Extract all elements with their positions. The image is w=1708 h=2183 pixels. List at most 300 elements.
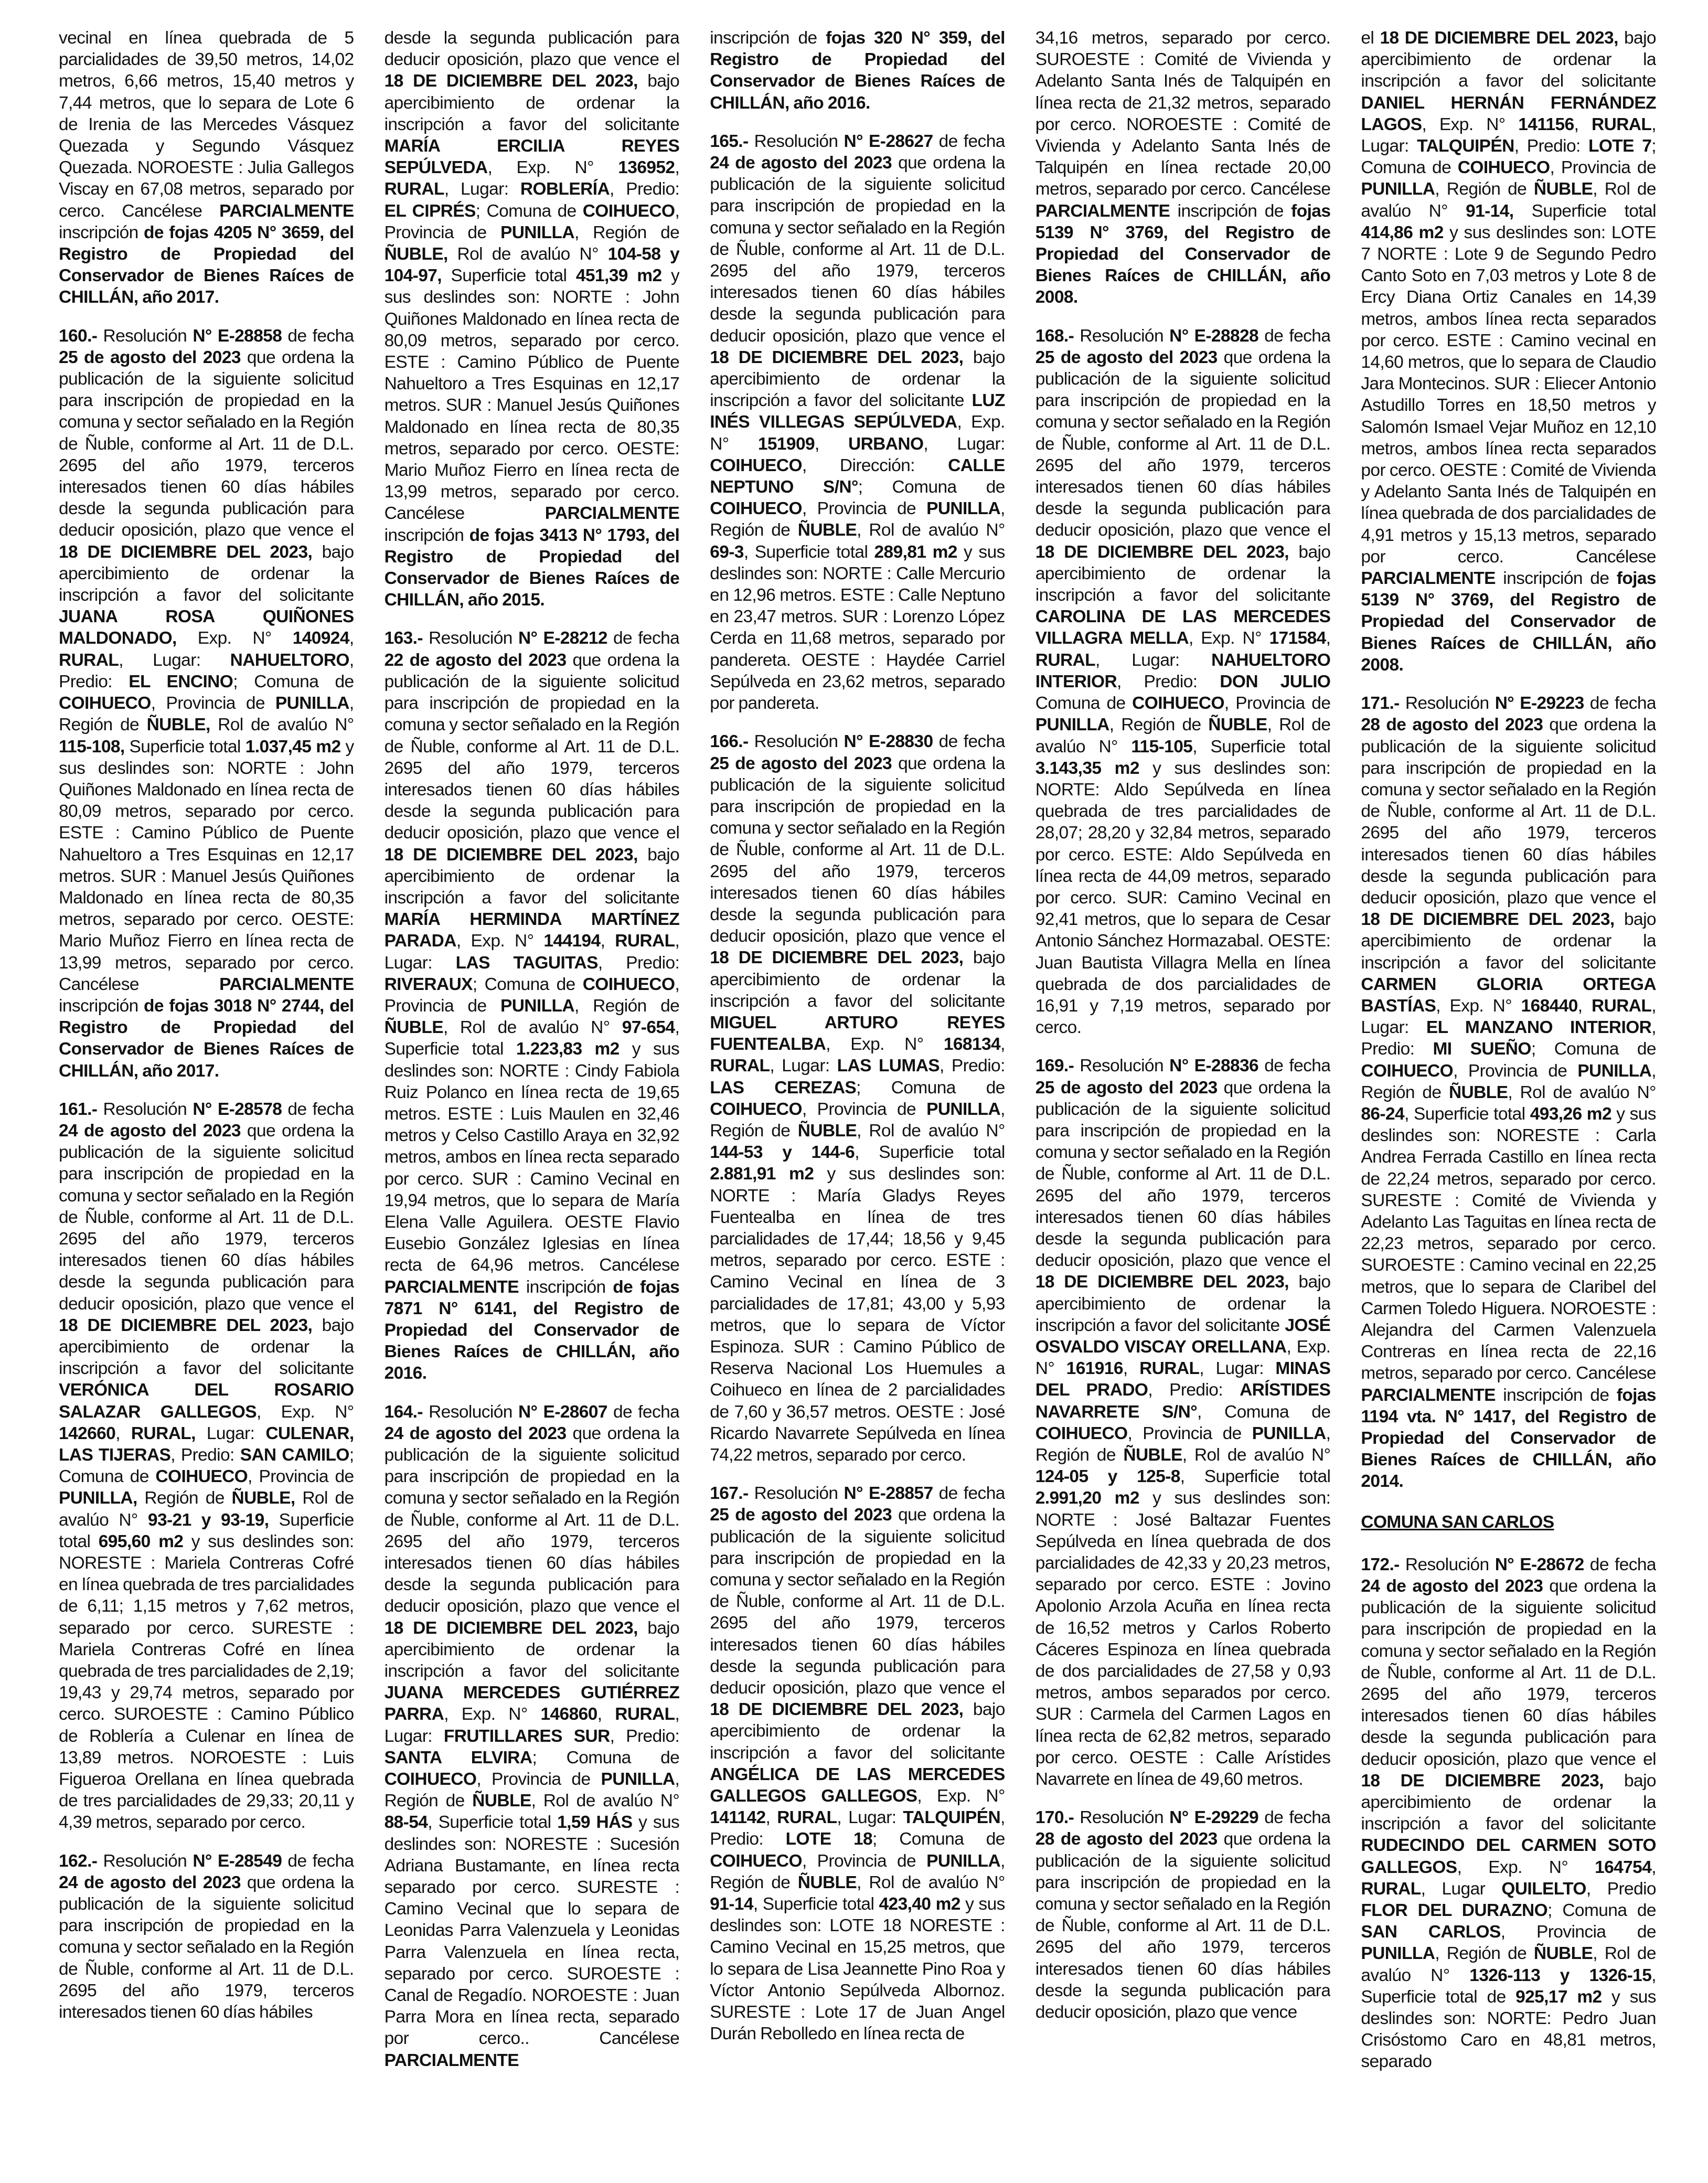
text-run: , Región de: [710, 499, 1005, 540]
text-run: ; Comuna de: [872, 1829, 1005, 1849]
text-run: , Lugar:: [837, 1808, 903, 1828]
bold-text: EL MANZANO INTERIOR: [1426, 1018, 1652, 1038]
text-run: , Región de: [1361, 1061, 1656, 1102]
bold-text: JUANA ROSA QUIÑONES MALDONADO,: [59, 607, 354, 648]
bold-text: EL ENCINO: [129, 672, 233, 691]
bold-text: 69-3: [710, 542, 744, 562]
notice-paragraph: [710, 131, 1005, 714]
text-run: , Lugar:: [444, 179, 520, 199]
notice-paragraph: [710, 731, 1005, 1466]
bold-text: 25 de agosto del 2023: [710, 1505, 892, 1525]
bold-text: 91-14: [710, 1894, 753, 1914]
text-run: de fecha: [282, 1851, 354, 1871]
bold-text: N° E-28549: [193, 1851, 282, 1871]
text-run: de fecha: [282, 1099, 354, 1119]
bold-text: PARCIALMENTE: [1361, 1385, 1496, 1405]
text-run: inscripción de: [1495, 1385, 1617, 1405]
bold-text: N° E-28578: [193, 1099, 282, 1119]
bold-text: PARCIALMENTE: [1361, 569, 1496, 589]
bold-text: LOTE 18: [785, 1829, 873, 1849]
bold-text: CALLE NEPTUNO S/N°: [710, 455, 1005, 497]
bold-text: 151909: [757, 434, 815, 454]
bold-text: RURAL: [1139, 1359, 1200, 1379]
text-run: , Lugar: [1421, 1879, 1502, 1899]
bold-text: JOSÉ OSVALDO VISCAY ORELLANA: [1035, 1315, 1331, 1357]
bold-text: 423,40 m2: [879, 1894, 960, 1914]
text-run: , Lugar:: [1095, 650, 1212, 670]
text-run: inscripción: [59, 996, 144, 1016]
text-run: , Predio:: [59, 650, 354, 691]
text-run: bajo apercibimiento de ordenar la inscripción a favor del solicitante: [1361, 910, 1656, 973]
bold-text: ÑUBLE,: [231, 1488, 295, 1508]
text-run: , Provincia de: [1127, 1423, 1252, 1443]
bold-text: 18 DE DICIEMBRE DEL 2023,: [384, 1618, 638, 1638]
text-column-2: [385, 27, 680, 2168]
text-run: Región de: [137, 1488, 232, 1508]
text-run: ,: [765, 1808, 777, 1828]
text-run: , Predio:: [170, 1445, 240, 1465]
bold-text: 289,81 m2: [874, 542, 957, 562]
bold-text: NAHUELTORO: [230, 650, 349, 670]
text-run: , Lugar:: [384, 1705, 680, 1746]
notice-paragraph: [710, 1483, 1005, 2044]
bold-text: 163.-: [384, 629, 423, 648]
text-run: , Exp. N°: [917, 1786, 1005, 1806]
bold-text: 18 DE DICIEMBRE DEL 2023,: [1361, 910, 1615, 930]
bold-text: fojas 5139 N° 3769, del Registro de Propiedad del Conservador de Bienes Raíces de CHILLÁN, año 2008.: [1035, 201, 1331, 307]
bold-text: 146860: [540, 1705, 597, 1724]
text-run: inscripción: [519, 1277, 613, 1297]
bold-text: 136952: [618, 158, 675, 178]
text-run: de fecha: [607, 629, 680, 648]
text-run: y sus deslindes son: NORTE : John Quiñones Maldonado en línea recta de 80,09 metros, separado por cerco. ESTE : Camino Público de Puente Nahueltoro a Tres Esquinas en 12,17 metros. SUR : Manuel Jesús Quiñones Maldonado en línea recta de 80,35 metros, separado por cerco. OESTE: Mario Muñoz Fierro en línea recta de 13,99 metros, separado por cerco. Cancélese: [384, 266, 680, 524]
bold-text: SAN CAMILO: [240, 1445, 349, 1465]
bold-text: 168134: [943, 1035, 1001, 1055]
bold-text: SANTA ELVIRA: [384, 1748, 532, 1767]
bold-text: 28 de agosto del 2023: [1361, 715, 1543, 735]
notice-paragraph: [59, 27, 354, 308]
text-run: ,: [1326, 629, 1331, 648]
text-run: ; Comuna de: [858, 477, 1005, 497]
bold-text: 115-108,: [59, 737, 125, 757]
text-run: , Región de: [1435, 1944, 1534, 1964]
bold-text: FRUTILLARES SUR: [443, 1726, 610, 1746]
text-run: , Predio:: [610, 1726, 680, 1746]
section-heading: COMUNA SAN CARLOS: [1361, 1512, 1554, 1532]
bold-text: 24 de agosto del 2023: [1361, 1577, 1543, 1596]
text-run: de fecha: [933, 131, 1005, 151]
bold-text: PARCIALMENTE: [1035, 201, 1170, 221]
text-run: Resolución: [748, 1484, 844, 1504]
bold-text: 18 DE DICIEMBRE DEL 2023,: [1035, 542, 1289, 562]
notice-paragraph: [1361, 27, 1656, 676]
text-run: Resolución: [1399, 694, 1495, 714]
bold-text: NAHUELTORO INTERIOR: [1035, 650, 1331, 691]
text-run: Resolución: [1074, 1056, 1170, 1076]
bold-text: TALQUIPÉN: [1417, 136, 1514, 156]
bold-text: ÑUBLE: [384, 1018, 443, 1038]
bold-text: PUNILLA: [1577, 1061, 1652, 1081]
bold-text: COIHUECO: [710, 1851, 802, 1871]
bold-text: COIHUECO: [155, 1467, 248, 1487]
text-run: bajo apercibimiento de ordenar la inscripción a favor del solicitante: [1035, 1272, 1331, 1335]
bold-text: PARCIALMENTE: [219, 974, 354, 994]
bold-text: N° E-28857: [844, 1484, 933, 1504]
text-run: , Región de: [1109, 715, 1209, 735]
bold-text: RURAL: [1592, 996, 1652, 1016]
text-run: , Dirección:: [802, 455, 948, 475]
text-run: , Rol de avalúo N°: [857, 520, 1005, 540]
text-run: bajo apercibimiento de ordenar la inscripción a favor del solicitante: [710, 948, 1005, 1011]
text-run: inscripción de: [1495, 569, 1617, 589]
text-run: y sus deslindes son: NORTE: Aldo Sepúlveda en línea quebrada de tres parcialidades de 28,07; 28,20 y 32,84 metros, separado por cerco. ESTE: Aldo Sepúlveda en línea recta de 44,09 metros, separado por cerco. SUR: Camino Vecinal en 92,41 metros, que lo separa de Cesar Antonio Sánchez Hormazabal. OESTE: Juan Bautista Villagra Mella en línea quebrada de dos parcialidades de 16,91 y 7,19 metros, separado por cerco.: [1035, 758, 1331, 1038]
text-run: , Región de: [1435, 179, 1534, 199]
text-run: , Provincia de: [384, 974, 680, 1016]
text-run: , Provincia de: [248, 1467, 354, 1487]
bold-text: RURAL: [1592, 114, 1652, 134]
bold-text: 161916: [1066, 1359, 1123, 1379]
bold-text: N° E-29223: [1494, 694, 1584, 714]
text-run: , Región de: [574, 996, 680, 1016]
bold-text: MINAS DEL PRADO: [1035, 1359, 1331, 1400]
text-run: bajo apercibimiento de ordenar la inscripción a favor del solicitante: [710, 347, 1005, 411]
bold-text: 18 DE DICIEMBRE DEL 2023,: [384, 71, 638, 91]
bold-text: de fojas 3413 N° 1793, del Registro de Propiedad del Conservador de Bienes Raíces de CHILLÁN, año 2015.: [384, 525, 680, 610]
text-run: , Región de: [574, 222, 680, 242]
text-run: , Lugar:: [119, 650, 230, 670]
bold-text: JUANA MERCEDES GUTIÉRREZ PARRA: [384, 1683, 680, 1724]
text-run: bajo apercibimiento de ordenar la inscripción a favor del solicitante: [59, 542, 354, 605]
bold-text: N° E-28672: [1494, 1554, 1584, 1574]
text-run: , Región de: [1035, 1423, 1331, 1465]
notice-paragraph: [385, 27, 680, 611]
newspaper-page: [59, 27, 1656, 2168]
text-run: Lugar:: [195, 1423, 266, 1443]
text-run: , Exp. N°: [1457, 1857, 1595, 1877]
bold-text: 164.-: [384, 1402, 423, 1422]
bold-text: fojas 5139 N° 3769, del Registro de Propiedad del Conservador de Bienes Raíces de CHILLÁN, año 2008.: [1361, 569, 1656, 675]
text-run: de fecha: [933, 1484, 1005, 1504]
text-run: Rol de avalúo N°: [447, 244, 608, 264]
text-run: inscripción de: [710, 28, 826, 48]
bold-text: 86-24: [1361, 1104, 1405, 1124]
bold-text: 3.143,35 m2: [1035, 758, 1139, 778]
bold-text: RURAL: [615, 931, 675, 951]
bold-text: 451,39 m2: [575, 266, 662, 286]
bold-text: 168440: [1521, 996, 1578, 1016]
text-run: ,: [675, 158, 680, 178]
bold-text: COIHUECO: [582, 201, 675, 221]
bold-text: ÑUBLE: [797, 1872, 857, 1892]
bold-text: N° E-28607: [518, 1402, 607, 1422]
bold-text: 167.-: [710, 1484, 749, 1504]
bold-text: 18 DE DICIEMBRE 2023,: [1361, 1771, 1604, 1791]
notice-paragraph: [59, 1850, 354, 2024]
text-run: , Superficie total de: [1361, 1965, 1656, 2007]
text-run: , Rol de avalúo N°: [443, 1018, 622, 1038]
text-run: , Superficie total: [743, 542, 874, 562]
notice-paragraph: [1036, 325, 1331, 1039]
bold-text: 22 de agosto del 2023: [384, 650, 567, 670]
bold-text: EL CIPRÉS: [384, 201, 476, 221]
text-run: , Exp. N°: [487, 158, 618, 178]
text-run: 34,16 metros, separado por cerco. SUROESTE : Comité de Vivienda y Adelanto Santa Inés de Talquipén en línea recta de 21,32 metros, separado por cerco. NOROESTE : Comité de Vivienda y Adelanto Santa Inés de Talquipén en línea rectade 20,00 metros, separado por cerco. Cancélese: [1035, 28, 1331, 199]
text-run: y sus deslindes son: NORESTE : Mariela Contreras Cofré en línea quebrada de tres parcialidades de 6,11; 1,15 metros y 7,62 metros, separado por cerco. SURESTE : Mariela Contreras Cofré en línea quebrada de tres parcialidades de 2,19; 19,43 y 29,74 metros, separado por cerco. SUROESTE : Camino Público de Roblería a Culenar en línea de 13,89 metros. NOROESTE : Luis Figueroa Orellana en línea quebrada de tres parcialidades de 29,33; 20,11 y 4,39 metros, separado por cerco.: [59, 1531, 354, 1833]
text-run: Resolución: [97, 1099, 193, 1119]
bold-text: 25 de agosto del 2023: [710, 753, 892, 773]
text-run: que ordena la publicación de la siguiente solicitud para inscripción de propiedad en la comuna y sector señalado en la Región de Ñuble, conforme al Art. 11 de D.L. 2695 del año 1979, terceros interesados tienen 60 días hábiles desde la segunda publicación para deducir oposición, plazo que vence el: [1361, 715, 1656, 908]
bold-text: ÑUBLE: [1533, 179, 1593, 199]
text-run: , Rol de avalúo N°: [1361, 179, 1656, 221]
bold-text: 1.223,83 m2: [516, 1039, 620, 1059]
notice-paragraph: [1036, 27, 1331, 308]
text-run: el: [1361, 28, 1380, 48]
text-run: de fecha: [607, 1402, 680, 1422]
text-run: , Superficie total: [428, 1813, 558, 1833]
text-run: , Superficie total: [384, 1018, 680, 1059]
text-run: ,: [600, 931, 615, 951]
bold-text: LUZ INÉS VILLEGAS SEPÚLVEDA: [710, 391, 1005, 432]
bold-text: ÑUBLE: [797, 520, 857, 540]
text-run: bajo apercibimiento de ordenar la inscripción a favor del solicitante: [384, 845, 680, 908]
bold-text: RIVERAUX: [384, 974, 473, 994]
bold-text: MI SUEÑO: [1433, 1039, 1531, 1059]
bold-text: PUNILLA: [1361, 179, 1435, 199]
text-run: , Provincia de: [802, 1099, 927, 1119]
bold-text: LAS TAGUITAS: [455, 953, 598, 973]
text-run: , Predio:: [1117, 672, 1220, 691]
bold-text: RURAL: [1361, 1879, 1421, 1899]
bold-text: 1.037,45 m2: [245, 737, 341, 757]
bold-text: N° E-29229: [1169, 1808, 1259, 1828]
text-run: ; Comuna de: [233, 672, 354, 691]
bold-text: ROBLERÍA: [520, 179, 610, 199]
notice-paragraph: [1361, 1554, 1656, 2073]
bold-text: SAN CARLOS: [1361, 1922, 1501, 1942]
bold-text: DANIEL HERNÁN FERNÁNDEZ LAGOS: [1361, 93, 1656, 134]
text-run: que ordena la publicación de la siguiente solicitud para inscripción de propiedad en la comuna y sector señalado en la Región de Ñuble, conforme al Art. 11 de D.L. 2695 del año 1979, terceros interesados tienen 60 días hábiles desde la segunda publicación para deducir oposición, plazo que vence el: [384, 1423, 680, 1616]
bold-text: 18 DE DICIEMBRE DEL 2023,: [1380, 28, 1618, 48]
text-run: ,: [815, 434, 848, 454]
bold-text: PUNILLA,: [59, 1488, 137, 1508]
text-run: ; Comuna de: [1531, 1039, 1656, 1059]
text-run: , Provincia de: [802, 1851, 927, 1871]
bold-text: QUILELTO: [1501, 1879, 1586, 1899]
bold-text: RUDECINDO DEL CARMEN SOTO GALLEGOS: [1361, 1836, 1656, 1877]
bold-text: 115-105: [1131, 737, 1193, 757]
text-run: Resolución: [97, 1851, 193, 1871]
text-run: inscripción: [59, 222, 144, 242]
bold-text: PUNILLA: [275, 694, 349, 714]
text-run: , Predio:: [1361, 1018, 1656, 1059]
bold-text: ÑUBLE: [1448, 1082, 1508, 1102]
bold-text: RURAL,: [131, 1423, 196, 1443]
bold-text: MIGUEL ARTURO REYES FUENTEALBA: [710, 1013, 1005, 1055]
text-run: ; Comuna de: [856, 1078, 1005, 1098]
text-run: , Superficie total: [855, 1143, 1005, 1163]
text-run: , Provincia de: [476, 1770, 601, 1790]
bold-text: N° E-28828: [1169, 326, 1259, 346]
text-run: , Predio:: [710, 1808, 1005, 1849]
bold-text: COIHUECO: [710, 455, 802, 475]
text-column-1: [59, 27, 354, 2168]
bold-text: COIHUECO: [1361, 1061, 1454, 1081]
text-run: , Rol de avalúo N°: [857, 1872, 1005, 1892]
bold-text: 142660: [59, 1423, 116, 1443]
text-run: y sus deslindes son: NORTE: Pedro Juan Crisóstomo Caro en 48,81 metros, separado: [1361, 1987, 1656, 2072]
bold-text: PUNILLA: [926, 1099, 1001, 1119]
bold-text: 925,17 m2: [1515, 1987, 1602, 2007]
bold-text: 18 DE DICIEMBRE DEL 2023,: [710, 1700, 964, 1720]
bold-text: COIHUECO: [384, 1770, 477, 1790]
bold-text: fojas 1194 vta. N° 1417, del Registro de Propiedad del Conservador de Bienes Raíces de CHILLÁN, año 2014.: [1361, 1385, 1656, 1492]
bold-text: N° E-28830: [844, 732, 933, 752]
bold-text: 104-58 y 104-97,: [384, 244, 680, 286]
bold-text: 25 de agosto del 2023: [1035, 347, 1218, 367]
text-run: ; Comuna de: [475, 201, 583, 221]
bold-text: PUNILLA: [500, 996, 574, 1016]
bold-text: 164754: [1595, 1857, 1652, 1877]
text-run: , Rol de avalúo N°: [531, 1791, 680, 1811]
text-run: ; Comuna de: [59, 1445, 354, 1487]
text-run: bajo apercibimiento de ordenar la inscripción a favor del solicitante: [59, 1315, 354, 1379]
bold-text: 695,60 m2: [98, 1531, 184, 1551]
bold-text: 172.-: [1361, 1554, 1400, 1574]
text-run: , Exp. N°: [1035, 1337, 1331, 1379]
bold-text: ÑUBLE: [1533, 1944, 1593, 1964]
bold-text: ÑUBLE: [1123, 1445, 1182, 1465]
text-run: , Provincia de: [151, 694, 275, 714]
text-run: , Comuna de: [1197, 1402, 1331, 1422]
notice-paragraph: [710, 27, 1005, 114]
bold-text: 18 DE DICIEMBRE DEL 2023,: [59, 1315, 313, 1335]
text-run: inscripción: [384, 525, 469, 545]
text-run: ; Comuna de: [532, 1748, 680, 1767]
text-run: , Exp. N°: [444, 1705, 541, 1724]
text-run: que ordena la publicación de la siguiente solicitud para inscripción de propiedad en la comuna y sector señalado en la Región de Ñuble, conforme al Art. 11 de D.L. 2695 del año 1979, terceros interesados tienen 60 días hábiles: [59, 1872, 354, 2022]
bold-text: PARCIALMENTE: [384, 2050, 519, 2070]
bold-text: 144194: [543, 931, 601, 951]
text-run: , Exp. N°: [710, 412, 1005, 454]
text-run: , Superficie total: [753, 1894, 879, 1914]
text-run: Resolución: [748, 131, 844, 151]
bold-text: MARÍA HERMINDA MARTÍNEZ PARADA: [384, 910, 680, 951]
notice-paragraph: [1361, 693, 1656, 1493]
bold-text: 24 de agosto del 2023: [710, 153, 892, 173]
text-run: Rol de avalúo N°: [210, 715, 354, 735]
text-run: , Superficie total: [1404, 1104, 1530, 1124]
text-run: y sus deslindes son: NORTE : José Baltazar Fuentes Sepúlveda en línea quebrada de dos parcialidades de 42,33 y 20,23 metros, separado por cerco. ESTE : Jovino Apolonio Arzola Acuña en línea recta de 16,52 metros y Carlos Roberto Cáceres Espinoza en línea quebrada de dos parcialidades de 27,58 y 0,93 metros, ambos separados por cerco. SUR : Carmela del Carmen Lagos en línea recta de 62,82 metros, separado por cerco. OESTE : Calle Arístides Navarrete en línea de 49,60 metros.: [1035, 1488, 1331, 1790]
bold-text: 493,26 m2: [1530, 1104, 1612, 1124]
bold-text: VERÓNICA DEL ROSARIO SALAZAR GALLEGOS: [59, 1380, 354, 1422]
text-run: , Lugar:: [1361, 996, 1656, 1038]
text-run: Resolución: [422, 1402, 518, 1422]
text-run: , Provincia de: [1224, 694, 1331, 714]
text-run: inscripción de: [1170, 201, 1291, 221]
bold-text: PUNILLA: [1035, 715, 1109, 735]
bold-text: 18 DE DICIEMBRE DEL 2023,: [384, 845, 638, 865]
text-run: , Provincia de: [1453, 1061, 1578, 1081]
text-run: de fecha: [282, 326, 354, 346]
bold-text: PUNILLA: [926, 1851, 1001, 1871]
bold-text: 1326-113 y 1326-15: [1469, 1965, 1652, 1985]
text-run: , Región de: [384, 1770, 680, 1811]
text-column-5: [1361, 27, 1656, 2168]
bold-text: 18 DE DICIEMBRE DEL 2023,: [710, 948, 964, 968]
text-run: que ordena la publicación de la siguiente solicitud para inscripción de propiedad en la comuna y sector señalado en la Región de Ñuble, conforme al Art. 11 de D.L. 2695 del año 1979, terceros interesados tienen 60 días hábiles desde la segunda publicación para deducir oposición, plazo que vence el: [384, 650, 680, 843]
text-run: y sus deslindes son: LOTE 18 NORESTE : Camino Vecinal en 15,25 metros, que lo separa de Lisa Jeannette Pino Roa y Víctor Antonio Sepúlveda Albornoz. SURESTE : Lote 17 de Juan Angel Durán Rebolledo en línea recta de: [710, 1894, 1005, 2044]
text-run: bajo apercibimiento de ordenar la inscripción a favor del solicitante: [384, 71, 680, 134]
text-run: , Superficie total: [1192, 737, 1331, 757]
text-run: , Provincia de: [1500, 1922, 1656, 1942]
text-run: que ordena la publicación de la siguiente solicitud para inscripción de propiedad en la comuna y sector señalado en la Región de Ñuble, conforme al Art. 11 de D.L. 2695 del año 1979, terceros interesados tienen 60 días hábiles desde la segunda publicación para deducir oposición, plazo que vence el: [710, 1505, 1005, 1698]
text-run: Resolución: [1074, 1808, 1170, 1828]
bold-text: COIHUECO: [582, 974, 675, 994]
bold-text: PUNILLA: [1252, 1423, 1326, 1443]
bold-text: de fojas 4205 N° 3659, del Registro de Propiedad del Conservador de Bienes Raíces de CHILLÁN, año 2017.: [59, 222, 354, 307]
text-run: que ordena la publicación de la siguiente solicitud para inscripción de propiedad en la comuna y sector señalado en la Región de Ñuble, conforme al Art. 11 de D.L. 2695 del año 1979, terceros interesados tienen 60 días hábiles desde la segunda publicación para deducir oposición, plazo que vence: [1035, 1829, 1331, 2022]
bold-text: 91-14,: [1466, 201, 1514, 221]
text-run: , Provincia de: [1550, 158, 1656, 178]
text-run: , Región de: [59, 694, 354, 735]
text-run: bajo apercibimiento de ordenar la inscripción a favor del solicitante: [1035, 542, 1331, 605]
text-run: , Región de: [710, 1099, 1005, 1141]
bold-text: PUNILLA: [500, 222, 574, 242]
text-run: , Región de: [710, 1851, 1005, 1892]
text-run: desde la segunda publicación para deducir oposición, plazo que vence el: [384, 28, 680, 70]
text-column-3: [710, 27, 1005, 2168]
bold-text: 18 DE DICIEMBRE DEL 2023,: [59, 542, 313, 562]
text-run: , Rol de avalúo N°: [1508, 1082, 1656, 1102]
bold-text: N° E-28836: [1169, 1056, 1259, 1076]
bold-text: 88-54: [384, 1813, 428, 1833]
text-run: que ordena la publicación de la siguiente solicitud para inscripción de propiedad en la comuna y sector señalado en la Región de Ñuble, conforme al Art. 11 de D.L. 2695 del año 1979, terceros interesados tienen 60 días hábiles desde la segunda publicación para deducir oposición, plazo que vence el: [710, 753, 1005, 946]
bold-text: 1,59 HÁS: [557, 1813, 633, 1833]
text-run: y sus deslindes son: LOTE 7 NORTE : Lote 9 de Segundo Pedro Canto Soto en 7,03 metros y Lote 8 de Ercy Diana Ortiz Canales en 14,39 metros, ambos línea recta separados por cerco. ESTE : Camino vecinal en 14,60 metros, que lo separa de Claudio Jara Montecinos. SUR : Eliecer Antonio Astudillo Torres en 18,50 metros y Salomón Ismael Vejar Muñoz en 12,10 metros, ambos línea recta separados por cerco. OESTE : Comité de Vivienda y Adelanto Santa Inés de Talquipén en línea quebrada de dos parcialidades de 4,91 metros y 15,13 metros, separado por cerco. Cancélese: [1361, 222, 1656, 567]
bold-text: COIHUECO: [1132, 694, 1224, 714]
bold-text: FLOR DEL DURAZNO: [1361, 1901, 1548, 1921]
text-run: que ordena la publicación de la siguiente solicitud para inscripción de propiedad en la comuna y sector señalado en la Región de Ñuble, conforme al Art. 11 de D.L. 2695 del año 1979, terceros interesados tienen 60 días hábiles desde la segunda publicación para deducir oposición, plazo que vence el: [59, 1121, 354, 1314]
bold-text: 160.-: [59, 326, 98, 346]
bold-text: PARCIALMENTE: [545, 504, 680, 524]
bold-text: 141156: [1518, 114, 1574, 134]
bold-text: 25 de agosto del 2023: [1035, 1078, 1218, 1098]
text-run: , Lugar:: [1361, 114, 1656, 156]
bold-text: URBANO: [848, 434, 924, 454]
text-run: bajo apercibimiento de ordenar la inscripción a favor del solicitante: [1361, 28, 1656, 91]
bold-text: 24 de agosto del 2023: [384, 1423, 567, 1443]
bold-text: 165.-: [710, 131, 749, 151]
bold-text: 170.-: [1035, 1808, 1074, 1828]
bold-text: PUNILLA: [1361, 1944, 1435, 1964]
bold-text: 2.991,20 m2: [1035, 1488, 1139, 1508]
text-run: Resolución: [97, 326, 193, 346]
bold-text: 28 de agosto del 2023: [1035, 1829, 1218, 1849]
bold-text: 162.-: [59, 1851, 98, 1871]
bold-text: 2.881,91 m2: [710, 1164, 814, 1184]
bold-text: 168.-: [1035, 326, 1074, 346]
text-run: ,: [1574, 114, 1592, 134]
bold-text: 24 de agosto del 2023: [59, 1872, 241, 1892]
bold-text: 18 DE DICIEMBRE DEL 2023,: [1035, 1272, 1289, 1292]
text-run: , Exp. N°: [1436, 996, 1521, 1016]
bold-text: COIHUECO: [59, 694, 151, 714]
notice-paragraph: [59, 1099, 354, 1834]
text-run: ,: [597, 1705, 615, 1724]
bold-text: 414,86 m2: [1361, 222, 1444, 242]
bold-text: 97-654: [622, 1018, 675, 1038]
text-run: Rol de avalúo N°: [59, 1488, 354, 1530]
